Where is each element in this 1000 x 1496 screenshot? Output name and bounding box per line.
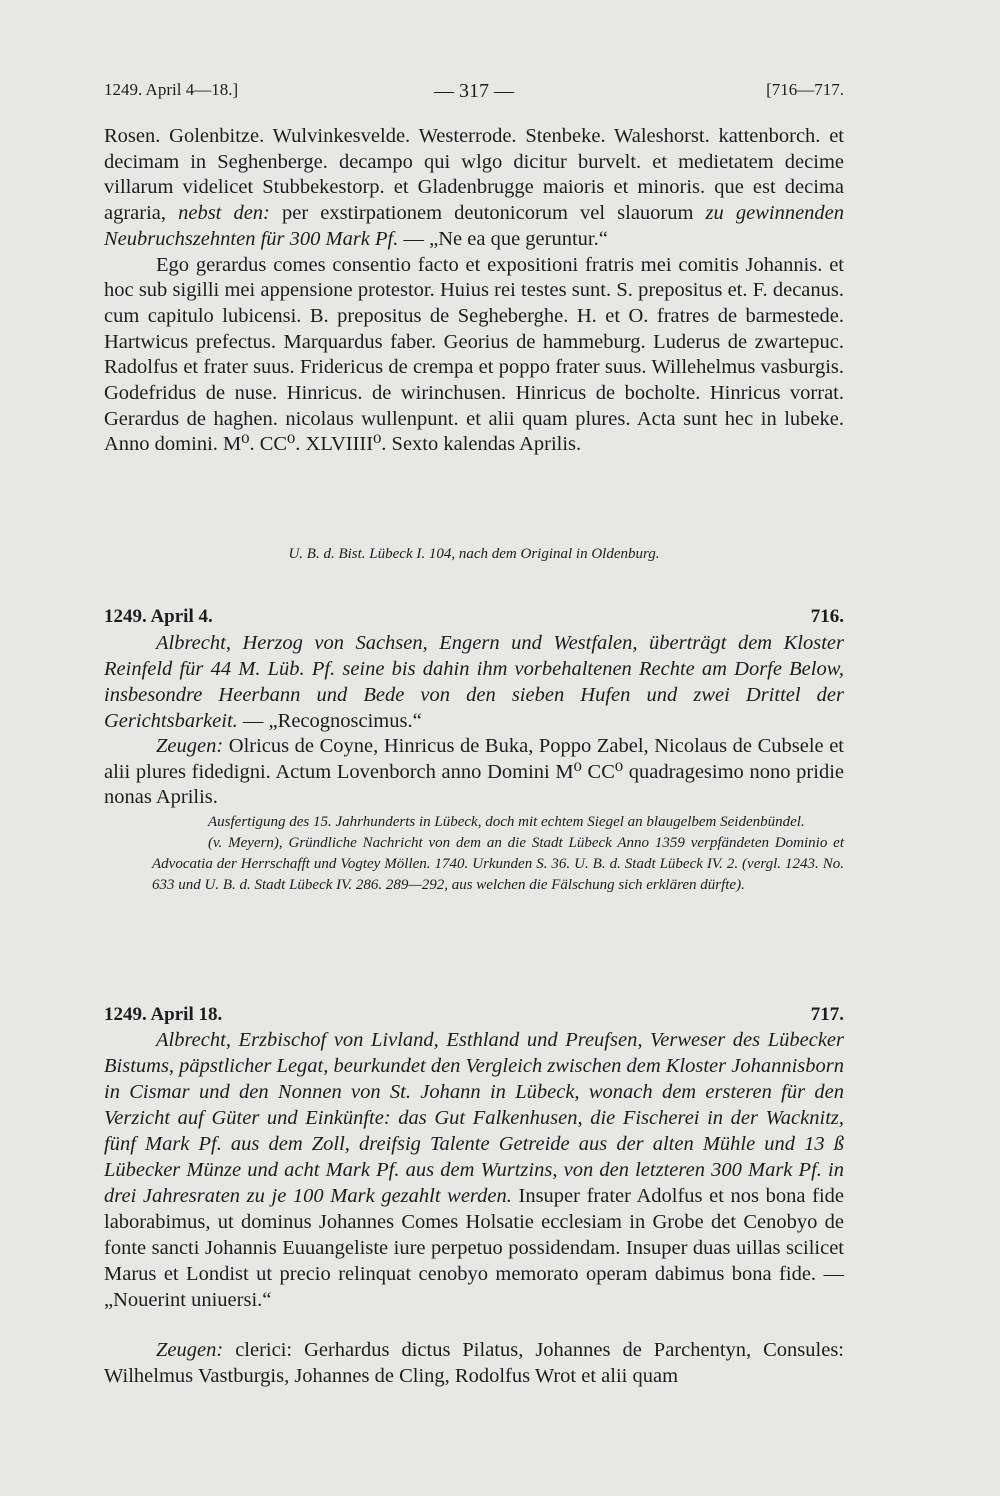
entry-716-number: 716.	[810, 606, 844, 627]
entry-716-heading	[104, 606, 844, 628]
entry-716-incipit: — „Recognoscimus.“	[242, 710, 422, 732]
entry-716-witnesses	[104, 734, 844, 811]
continued-italic-a: nebst den:	[178, 202, 270, 225]
page-number: — 317 —	[434, 80, 514, 102]
entry-717-witnesses	[104, 1338, 844, 1389]
continued-text-b: per exstirpationem deutonicorum vel slauorum	[281, 202, 694, 225]
consent-paragraph: Ego gerardus comes consentio facto et expositioni fratris mei comitis Johannis. et hoc sub sigilli mei appensione protestor. Huius rei testes sunt. S. prepositus et. F. decanus. cum capitulo lubicensi. B. prepositus de Segheberghe. H. et O. fratres de barmestede. Hartwicus prefectus. Marquardus faber. Georius de hammeburg. Luderus de zwartepuc. Radolfus et frater suus. Fridericus de crempa et poppo frater suus. Willehelmus vasburgis. Godefridus de nuse. Hinricus. de wirinchusen. Hinricus de bocholte. Hinricus vorrat. Gerardus de haghen. nicolaus wullenpunt. et alii quam plures. Acta sunt hec in lubeke. Anno domini. M⁰. CC⁰. XLVIIII⁰. Sexto kalendas Aprilis.	[104, 253, 844, 456]
entry-716-note-1: Ausfertigung des 15. Jahrhunderts in Lübeck, doch mit echtem Siegel an blaugelbem Seidenbündel.	[208, 814, 805, 830]
entry-716-date: 1249. April 4.	[104, 606, 213, 627]
page-header	[104, 80, 844, 104]
entry-717-latin-text: Insuper frater Adolfus et nos bona fide laborabimus, ut dominus Johannes Comes Holsatie ecclesiam in Grobe det Cenobyo de fonte sancti Johannis Euuangeliste iure perpetuo possidendam. Insuper duas uillas scilicet Marus et Londist ut precio relinquat cenobyo memorato operam dabimus bona fide. — „Nouerint uniuersi.“	[104, 1185, 844, 1311]
entry-716-summary	[104, 630, 844, 734]
entry-716-note-2: (v. Meyern), Gründliche Nachricht von dem an die Stadt Lübeck Anno 1359 verpfändeten Dominio et Advocatia der Herrschafft und Vogtey Möllen. 1740. Urkunden S. 36. U. B. d. Stadt Lübeck IV. 2. (vergl. 1243. No. 633 und U. B. d. Stadt Lübeck IV. 286. 289—292, aus welchen die Fälschung sich erklären dürfte).	[152, 835, 844, 893]
entry-716-notes	[152, 812, 844, 896]
header-date-range: 1249. April 4—18.]	[104, 80, 239, 99]
entry-717-zeugen-text: clerici: Gerhardus dictus Pilatus, Johannes de Parchentyn, Consules: Wilhelmus Vastburgis, Johannes de Cling, Rodolfus Wrot et alii quam	[104, 1339, 845, 1387]
entry-717-summary	[104, 1027, 844, 1313]
continued-italic-b: zu gewinnenden Neubruchszehnten für 300 Mark Pf.	[104, 202, 845, 250]
source-reference: U. B. d. Bist. Lübeck I. 104, nach dem Original in Oldenburg.	[288, 546, 660, 562]
entry-716-summary-text: Albrecht, Herzog von Sachsen, Engern und Westfalen, überträgt dem Kloster Reinfeld für 44 M. Lüb. Pf. seine bis dahin ihm vorbehaltenen Rechte am Dorfe Below, insbesondre Heerbann und Bede von den sieben Hufen und zwei Drittel der Gerichtsbarkeit.	[104, 632, 844, 732]
entry-717-heading	[104, 1004, 844, 1026]
entry-716-zeugen-text: Olricus de Coyne, Hinricus de Buka, Poppo Zabel, Nicolaus de Cubsele et alii plures fidedigni. Actum Lovenborch anno Domini M⁰ CC⁰ quadragesimo nono pridie nonas Aprilis.	[104, 735, 844, 809]
header-entry-range: [716—717.	[766, 80, 844, 99]
entry-716-zeugen-label: Zeugen:	[156, 735, 224, 757]
entry-717-summary-text: Albrecht, Erzbischof von Livland, Esthland und Preufsen, Verweser des Lübecker Bistums, päpstlicher Legat, beurkundet den Vergleich zwischen dem Kloster Johannisborn in Cismar und den Nonnen von St. Johann in Lübeck, wonach dem ersteren für den Verzicht auf Güter und Einkünfte: das Gut Falkenhusen, die Fischerei in der Wacknitz, fünf Mark Pf. aus dem Zoll, dreifsig Talente Getreide aus der alten Mühle und 13 ß Lübecker Münze und acht Mark Pf. aus dem Wurtzins, von den letzteren 300 Mark Pf. in drei Jahresraten zu je 100 Mark gezahlt werden.	[104, 1029, 845, 1207]
entry-717-date: 1249. April 18.	[104, 1004, 223, 1025]
continued-text-c: — „Ne ea que geruntur.“	[403, 227, 608, 250]
continued-text-a: Rosen. Golenbitze. Wulvinkesvelde. Westerrode. Stenbeke. Waleshorst. kattenborch. et decimam in Seghenberge. decampo qui wlgo dicitur burvelt. et medietatem decime villarum videlicet Stubbekestorp. et Gladenbrugge maioris et minoris. que est decima agraria,	[104, 125, 844, 225]
continued-text	[104, 124, 844, 458]
entry-717-number: 717.	[810, 1004, 844, 1025]
entry-717-zeugen-label: Zeugen:	[156, 1339, 224, 1361]
continued-paragraph	[104, 124, 844, 253]
